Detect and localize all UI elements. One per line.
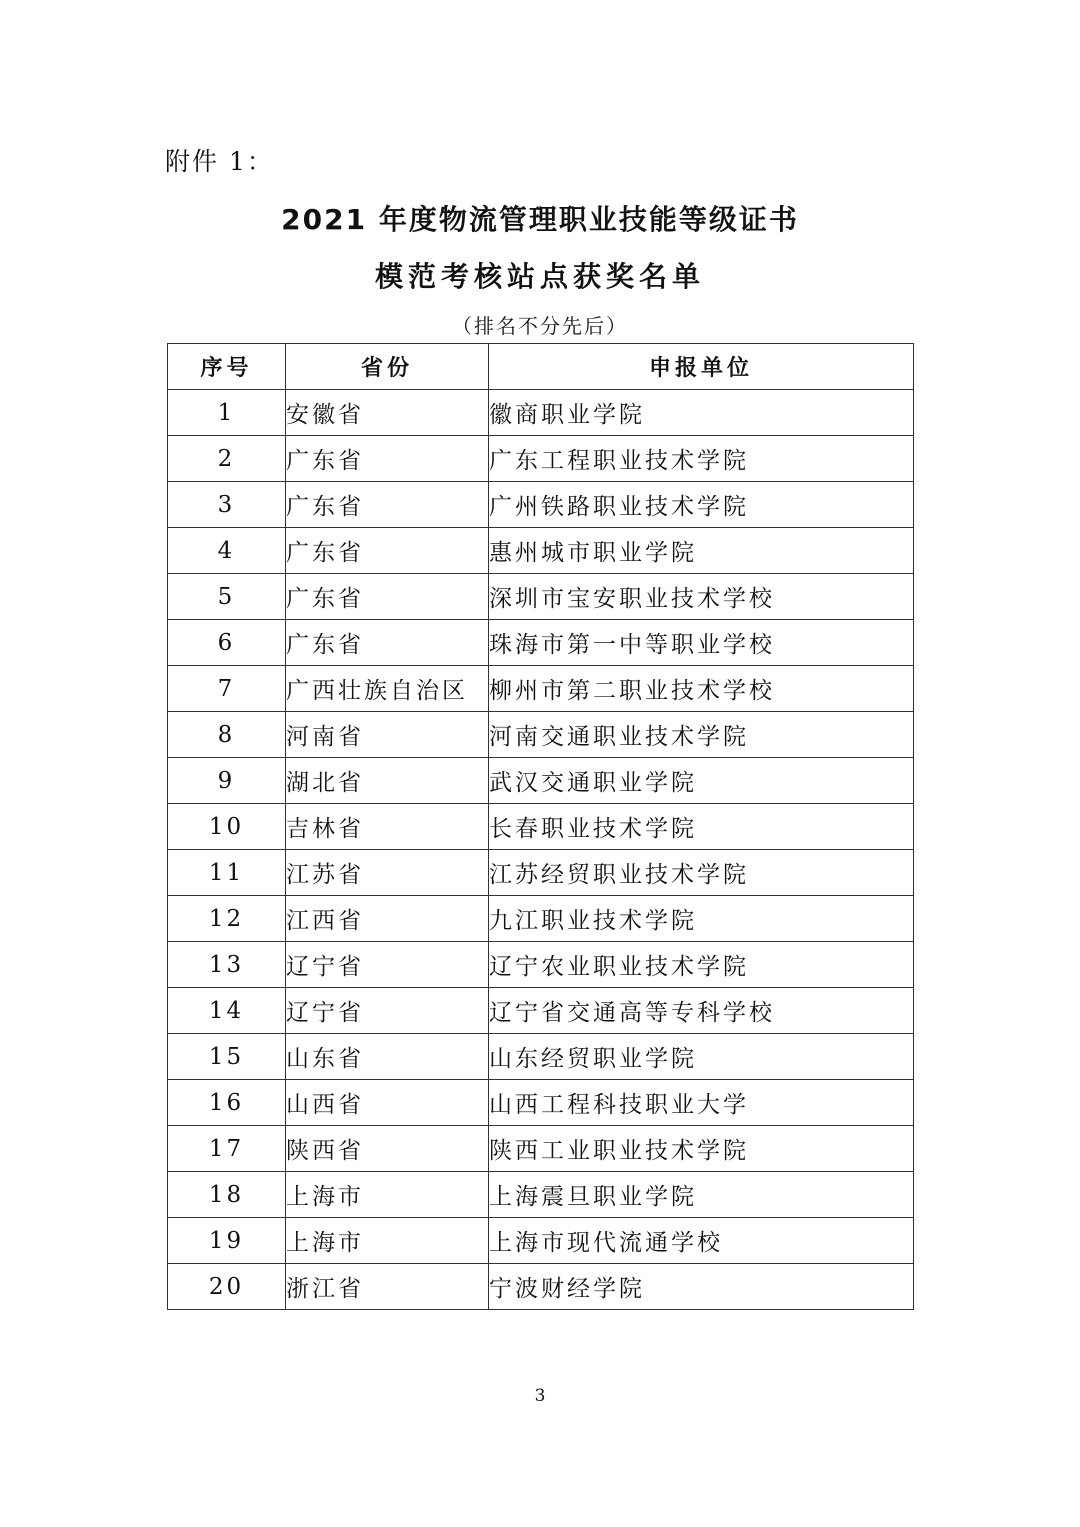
row-serial-number: 9 xyxy=(168,758,286,804)
row-serial-number: 12 xyxy=(168,896,286,942)
table-row xyxy=(168,804,914,850)
row-serial-number: 3 xyxy=(168,482,286,528)
row-serial-number: 8 xyxy=(168,712,286,758)
row-province: 辽宁省 xyxy=(286,942,489,988)
table-row xyxy=(168,528,914,574)
row-applicant-unit: 柳州市第二职业技术学校 xyxy=(489,666,914,712)
table-row xyxy=(168,1172,914,1218)
row-applicant-unit: 宁波财经学院 xyxy=(489,1264,914,1310)
row-province: 广东省 xyxy=(286,620,489,666)
row-applicant-unit: 深圳市宝安职业技术学校 xyxy=(489,574,914,620)
row-serial-number: 14 xyxy=(168,988,286,1034)
row-province: 上海市 xyxy=(286,1218,489,1264)
page-number: 3 xyxy=(534,1386,546,1406)
row-applicant-unit: 辽宁省交通高等专科学校 xyxy=(489,988,914,1034)
row-province: 广东省 xyxy=(286,482,489,528)
row-applicant-unit: 山西工程科技职业大学 xyxy=(489,1080,914,1126)
table-row xyxy=(168,1126,914,1172)
awards-table xyxy=(167,343,914,1310)
row-applicant-unit: 广州铁路职业技术学院 xyxy=(489,482,914,528)
row-serial-number: 18 xyxy=(168,1172,286,1218)
row-applicant-unit: 九江职业技术学院 xyxy=(489,896,914,942)
row-applicant-unit: 广东工程职业技术学院 xyxy=(489,436,914,482)
row-serial-number: 13 xyxy=(168,942,286,988)
row-serial-number: 5 xyxy=(168,574,286,620)
table-row xyxy=(168,436,914,482)
row-serial-number: 11 xyxy=(168,850,286,896)
table-row xyxy=(168,1218,914,1264)
row-serial-number: 10 xyxy=(168,804,286,850)
table-row xyxy=(168,1264,914,1310)
attachment-label: 附件 1： xyxy=(165,147,274,176)
row-province: 广东省 xyxy=(286,436,489,482)
table-row xyxy=(168,620,914,666)
row-serial-number: 20 xyxy=(168,1264,286,1310)
row-province: 辽宁省 xyxy=(286,988,489,1034)
header-serial-number: 序号 xyxy=(168,344,286,390)
row-applicant-unit: 徽商职业学院 xyxy=(489,390,914,436)
table-row xyxy=(168,988,914,1034)
row-serial-number: 2 xyxy=(168,436,286,482)
document-title-line-2: 模范考核站点获奖名单 xyxy=(374,260,705,293)
row-applicant-unit: 长春职业技术学院 xyxy=(489,804,914,850)
table-header-row xyxy=(168,344,914,390)
row-applicant-unit: 惠州城市职业学院 xyxy=(489,528,914,574)
row-applicant-unit: 山东经贸职业学院 xyxy=(489,1034,914,1080)
row-applicant-unit: 陕西工业职业技术学院 xyxy=(489,1126,914,1172)
table-body xyxy=(168,390,914,1310)
row-province: 河南省 xyxy=(286,712,489,758)
row-province: 广西壮族自治区 xyxy=(286,666,489,712)
table-row xyxy=(168,666,914,712)
row-serial-number: 16 xyxy=(168,1080,286,1126)
row-applicant-unit: 上海震旦职业学院 xyxy=(489,1172,914,1218)
row-serial-number: 4 xyxy=(168,528,286,574)
row-province: 广东省 xyxy=(286,574,489,620)
row-serial-number: 17 xyxy=(168,1126,286,1172)
row-applicant-unit: 辽宁农业职业技术学院 xyxy=(489,942,914,988)
row-applicant-unit: 江苏经贸职业技术学院 xyxy=(489,850,914,896)
row-province: 山西省 xyxy=(286,1080,489,1126)
row-province: 广东省 xyxy=(286,528,489,574)
row-applicant-unit: 河南交通职业技术学院 xyxy=(489,712,914,758)
row-province: 浙江省 xyxy=(286,1264,489,1310)
row-province: 安徽省 xyxy=(286,390,489,436)
table-row xyxy=(168,850,914,896)
table-row xyxy=(168,574,914,620)
row-serial-number: 7 xyxy=(168,666,286,712)
row-province: 江苏省 xyxy=(286,850,489,896)
row-province: 江西省 xyxy=(286,896,489,942)
table-row xyxy=(168,712,914,758)
row-serial-number: 19 xyxy=(168,1218,286,1264)
table-row xyxy=(168,1080,914,1126)
row-province: 陕西省 xyxy=(286,1126,489,1172)
table-row xyxy=(168,758,914,804)
row-applicant-unit: 武汉交通职业学院 xyxy=(489,758,914,804)
row-province: 湖北省 xyxy=(286,758,489,804)
table-row xyxy=(168,942,914,988)
row-province: 上海市 xyxy=(286,1172,489,1218)
document-subtitle: （排名不分先后） xyxy=(452,314,628,338)
header-province: 省份 xyxy=(286,344,489,390)
row-province: 山东省 xyxy=(286,1034,489,1080)
row-applicant-unit: 珠海市第一中等职业学校 xyxy=(489,620,914,666)
row-serial-number: 6 xyxy=(168,620,286,666)
header-applicant-unit: 申报单位 xyxy=(489,344,914,390)
table-row xyxy=(168,1034,914,1080)
table-row xyxy=(168,390,914,436)
row-province: 吉林省 xyxy=(286,804,489,850)
row-applicant-unit: 上海市现代流通学校 xyxy=(489,1218,914,1264)
table-row xyxy=(168,482,914,528)
row-serial-number: 1 xyxy=(168,390,286,436)
document-title-line-1: 2021 年度物流管理职业技能等级证书 xyxy=(281,203,799,236)
table-row xyxy=(168,896,914,942)
row-serial-number: 15 xyxy=(168,1034,286,1080)
